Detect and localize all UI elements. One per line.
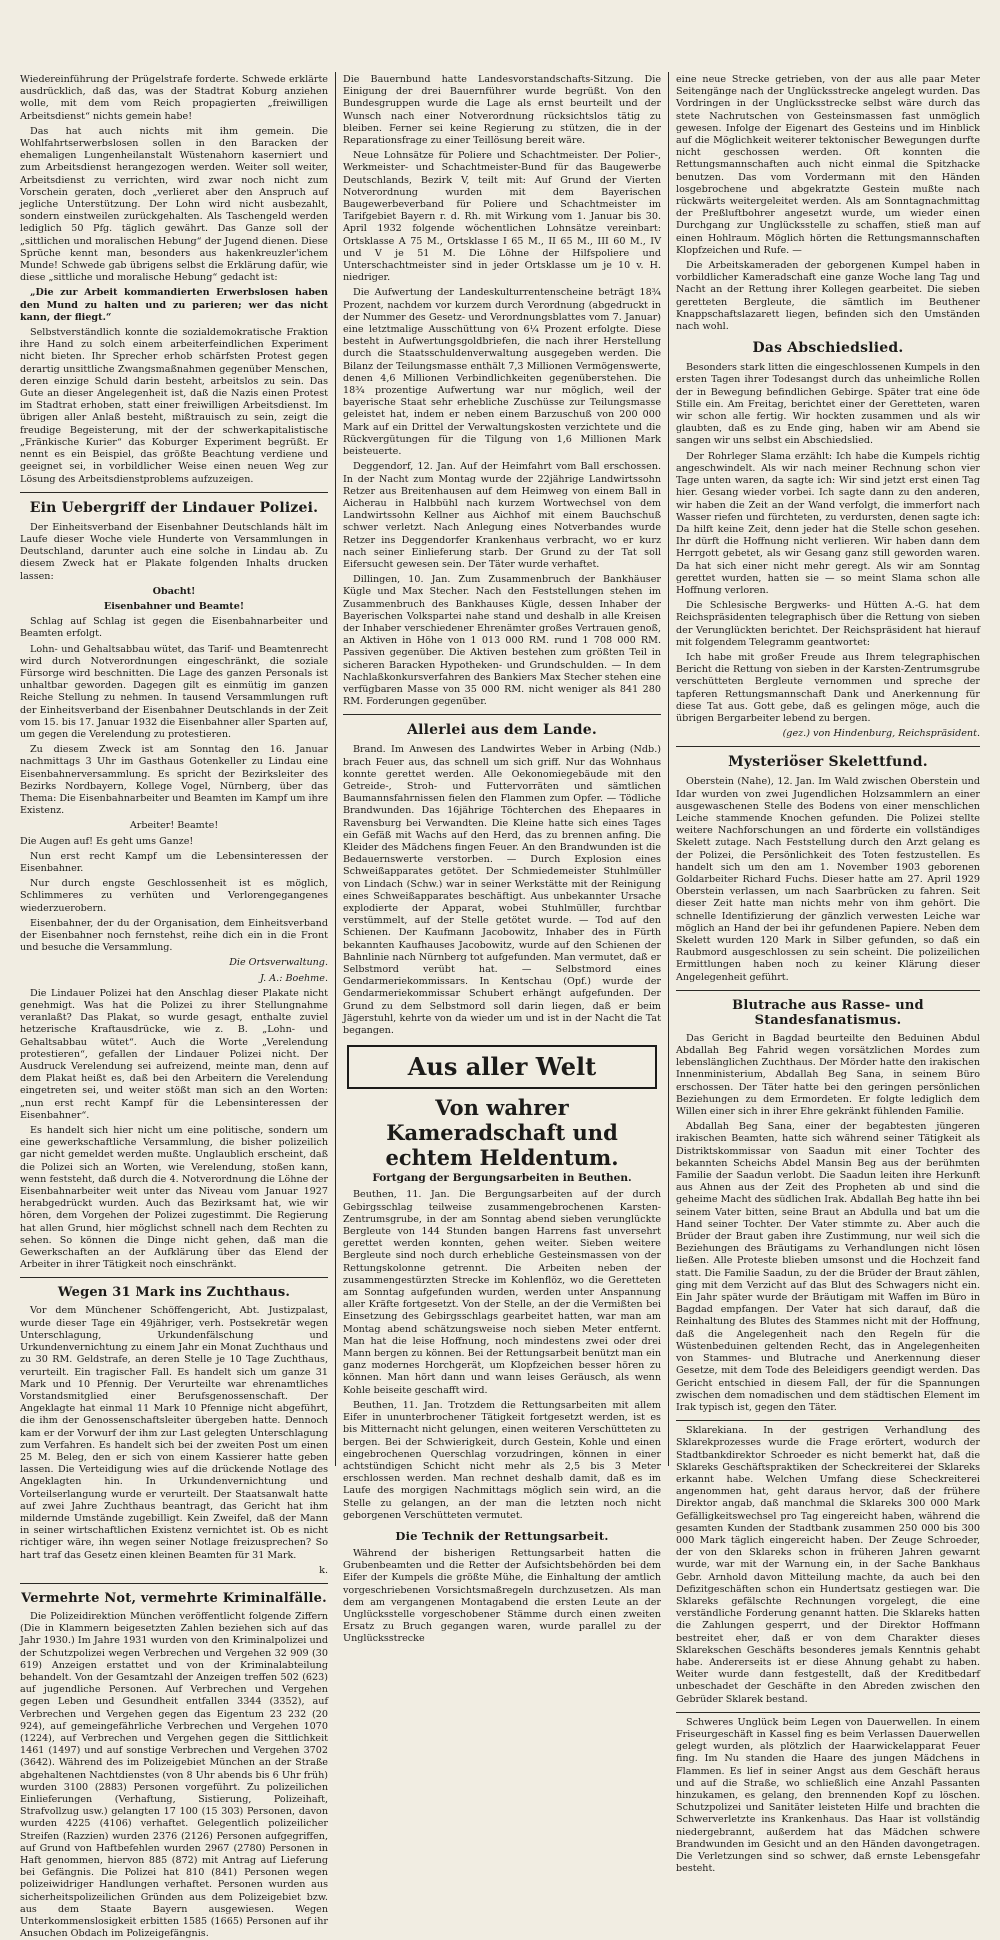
paragraph: Deggendorf, 12. Jan. Auf der Heimfahrt vom Ball erschossen. In der Nacht zum Montag wurde der 22jährige Landwirtssohn Retzer aus Breitenhausen auf dem Heimweg von einem Ball in Aicherau in Halbbühl nach kurzem Wortwechsel von dem Landwirtssohn Kellner aus Aichhof mit einem Bauchschuß schwer verletzt. Nach Anlegung eines Notverbandes wurde Retzer ins Deggendorfer Krankenhaus verbracht, wo er kurz nach seiner Einlieferung starb. Der Grund zu der Tat soll Eifersucht gewesen sein. Der Täter wurde verhaftet. — [343, 461, 661, 570]
paragraph: Das Gericht in Bagdad beurteilte den Beduinen Abdul Abdallah Beg Fahrid wegen vorsätzlichen Mordes zum lebenslänglichen Zuchthaus. Der Mörder hatte den irakischen Innenministerium, Abdallah Beg Sana, in seinem Büro erschossen. Der Täter hatte bei den geringen persönlichen Beziehungen zu dem Ermordeten. Er folgte lediglich dem Willen einer sich in ihrer Ehre gekränkt fühlenden Familie. — [676, 1032, 980, 1118]
paragraph: Selbstverständlich konnte die sozialdemokratische Fraktion ihre Hand zu solch einem arbeiterfeindlichen Experiment nicht bieten. Ihr Sprecher erhob schärfsten Protest gegen derartig unsittliche Zwangsmaßnahmen gegenüber Menschen, deren einzige Schuld darin besteht, arbeitslos zu sein. Das Gute an dieser Angelegenheit ist, daß die Nazis einen Protest im Stadtrat erhoben, statt einer freiwilligen Arbeitsdienst. Im übrigen aller Anlaß besteht, mißtrauisch zu sein, zeigt die freudige Begeisterung, mit der der schwerkapitalistische „Fränkische Kurier“ das Koburger Experiment begrüßt. Er nennt es ein Beispiel, das größte Beachtung verdiene und geeignet sei, in vorbildlicher Weise einen neuen Weg zur Lösung des Arbeitsdienstproblems aufzuzeigen. — [20, 327, 328, 485]
paragraph: Dillingen, 10. Jan. Zum Zusammenbruch der Bankhäuser Kügle und Max Stecher. Nach den Feststellungen stehen im Zusammenbruch des Bankhauses Kügle, dessen Inhaber der Bayerischen Volkspartei nahe stand und deshalb in alle Kreisen der Inhaber verschiedener Ehrenämter großes Vertrauen genoß, an Aktiven in Höhe von 1 013 000 RM. rund 1 708 000 RM. Passiven gegenüber. Die Aktiven bestehen zum größten Teil in sicheren Baracken Hypotheken- und Grundschulden. — In dem Nachlaßkonkursverfahren des Bankiers Max Stecher stehen eine verfügbaren Masse von 35 000 RM. nicht weniger als 841 280 RM. Forderungen gegenüber. — [343, 574, 661, 708]
paragraph: Schlag auf Schlag ist gegen die Eisenbahnarbeiter und Beamten erfolgt. — [20, 616, 328, 640]
paragraph: Eisenbahner, der du der Organisation, dem Einheitsverband der Eisenbahner noch fernstehst, reihe dich ein in die Front und besuche die Versammlung. — [20, 917, 328, 954]
paragraph: Während der bisherigen Rettungsarbeit hatten die Grubenbeamten und die Retter der Aufsichtsbehörden bei dem Eifer der Kumpels die größte Mühe, die Einhaltung der amtlich vorgeschriebenen Vorsichtsmaßregeln durchzusetzen. Als man dem am vergangenen Montagabend die ersten Leute an der Unglücksstelle vorgeschobener Stämme durch einen zweiten Ersatz zu Bruch gegangen waren, wurde parallel zu der Unglücksstrecke — [343, 1547, 661, 1645]
paragraph: Die Polizeidirektion München veröffentlicht folgende Ziffern (Die in Klammern beigesetzten Zahlen beziehen sich auf das Jahr 1930.) Im Jahre 1931 wurden von den Kriminalpolizei und der Schutzpolizei wegen Verbrechen und Vergehen 32 909 (30 619) Anzeigen erstattet und von der Kriminalabteilung behandelt. Von der Gesamtzahl der Anzeigen treffen 502 (623) auf jugendliche Personen. Auf Verbrechen und Vergehen gegen Leben und Gesundheit entfallen 3344 (3352), auf Verbrechen und Vergehen gegen das Eigentum 23 232 (20 924), auf gemeingefährliche Verbrechen und Vergehen 1070 (1224), auf Verbrechen und Vergehen gegen die Sittlichkeit 1461 (1497) und auf sonstige Verbrechen und Vergehen 3702 (3642). Während des im Polizeigebiet München an der Straße abgehaltenen Nachtdienstes (von 8 Uhr abends bis 6 Uhr früh) wurden 3100 (2883) Personen vorgeführt. Zu polizeilichen Einlieferungen (Verhaftung, Sistierung, Polizeihaft, Strafvollzug usw.) gelangten 17 100 (15 303) Personen, davon wurden 4225 (4106) verhaftet. Gelegentlich polizeilicher Streifen (Razzien) wurden 2376 (2126) Personen aufgegriffen, auf Grund von Haftbefehlen wurden 2967 (2780) Personen in Haft genommen, hiervon 885 (872) mit Antrag auf Lieferung bei Gefängnis. Die Polizei hat 810 (841) Personen wegen polizeiwidriger Handlungen verhaftet. Personen wurden aus sicherheitspolizeilichen Gründen aus dem Polizeigebiet bzw. aus dem Staate Bayern ausgewiesen. Wegen Unterkommenslosigkeit erbitten 1585 (1665) Personen auf ihr Ansuchen Obdach im Polizeigefängnis. — [20, 1610, 328, 1940]
paragraph: Arbeiter! Beamte! — [129, 820, 219, 832]
headline-allerlei: Allerlei aus dem Lande. — [407, 722, 597, 739]
paragraph: Oberstein (Nahe), 12. Jan. Im Wald zwischen Oberstein und Idar wurden von zwei Jugendlichen Holzsammlern an einer ausgewaschenen Stelle des Bodens von einer menschlichen Leiche stammende Knochen gefunden. Die Polizei stellte weitere Nachforschungen an und förderte ein vollständiges Skelett zutage. Nach Feststellung durch den Arzt gelang es der Polizei, die Persönlichkeit des Toten festzustellen. Es handelt sich um den am 1. November 1903 geborenen Goldarbeiter Richard Fuchs. Dieser hatte am 27. April 1929 Oberstein verlassen, um nach Saarbrücken zu fahren. Seit dieser Zeit hatte man nichts mehr von ihm gehört. Die schnelle Identifizierung der gänzlich verwesten Leiche war möglich an Hand der bei ihr gefundenen Papiere. Neben dem Skelett wurden 120 Mark in Silber gefunden, so daß ein Raubmord ausgeschlossen zu sein scheint. Die polizeilichen Ermittlungen haben noch zu keiner Klärung dieser Angelegenheit geführt. — [676, 776, 980, 983]
section-separator — [20, 1277, 328, 1278]
paragraph: „Die zur Arbeit kommandierten Erwerbslosen haben den Mund zu halten und zu parieren; wer das nicht kann, der fliegt.“ — [20, 287, 328, 323]
paragraph: Eisenbahner und Beamte! — [103, 600, 245, 612]
paragraph: Neue Lohnsätze für Poliere und Schachtmeister. Der Polier-, Werkmeister- und Schachtmeister-Bund für das Baugewerbe Deutschlands, Bezirk V, teilt mit: Auf Grund der Vierten Notverordnung wurden mit dem Bayerischen Baugewerbeverband für Poliere und Schachtmeister im Tarifgebiet Bayern r. d. Rh. mit Wirkung vom 1. Januar bis 30. April 1932 folgende wöchentlichen Lohnsätze vereinbart: Ortsklasse A 75 M., Ortsklasse I 65 M., II 65 M., III 60 M., IV und V je 51 M. Die Löhne der Hilfspoliere und Unterschachtmeister sind in jeder Ortsklasse um je 10 v. H. niedriger. — [343, 150, 661, 284]
section-separator — [20, 1583, 328, 1584]
paragraph: Beuthen, 11. Jan. Trotzdem die Rettungsarbeiten mit allem Eifer in ununterbrochener Tätigkeit fortgesetzt werden, ist es bis Mitternacht nicht gelungen, einen weiteren Verschütteten zu bergen. Bei der Schwierigkeit, durch Gestein, Kohle und einen eingebrochenen Querschlag vorzudringen, können in einer achtstündigen Schicht nicht mehr als 2,5 bis 3 Meter erschlossen werden. Man rechnet deshalb damit, daß es im Laufe des morgigen Nachmittags möglich sein wird, an die Stelle zu gelangen, an der man die letzten noch nicht geborgenen Verschütteten vermutet. — [343, 1399, 661, 1521]
headline-skelettfund: Mysteriöser Skelettfund. — [728, 754, 928, 771]
section-banner-aus-aller-welt: Aus aller Welt — [347, 1045, 657, 1089]
paragraph: Lohn- und Gehaltsabbau wütet, das Tarif- und Beamtenrecht wird durch Notverordnungen eingeschränkt, die soziale Fürsorge wird beschnitten. Die Lage des ganzen Personals ist unhaltbar geworden. Dagegen gilt es einmütig im ganzen Reiche Stellung zu nehmen. In tausend Versammlungen ruft der Einheitsverband der Eisenbahner Deutschlands in der Zeit vom 15. bis 17. Januar 1932 die Eisenbahner aller Sparten auf, um gegen die Verelendung zu protestieren. — [20, 643, 328, 740]
paragraph: Obacht! — [152, 585, 196, 597]
paragraph: Wiedereinführung der Prügelstrafe forderte. Schwede erklärte ausdrücklich, daß das, was der Stadtrat Koburg anziehen wolle, mit dem vom Reich propagierten „freiwilligen Arbeitsdienst“ nichts gemein habe! — [20, 74, 328, 122]
column-1 — [20, 74, 328, 1940]
paragraph: Zu diesem Zweck ist am Sonntag den 16. Januar nachmittags 3 Uhr im Gasthaus Gotenkeller zu Lindau eine Eisenbahnerversammlung. Es spricht der Bezirksleiter des Bezirks Nordbayern, Kollege Vogel, Nürnberg, über das Thema: Die Eisenbahnarbeiter und Beamten im Kampf um ihre Existenz. — [20, 744, 328, 817]
paragraph: Die Bauernbund hatte Landesvorstandschafts-Sitzung. Die Einigung der drei Bauernführer wurde begrüßt. Von den Bundesgruppen wurde die Lage als ernst beurteilt und der Wunsch nach einer Notverordnung rücksichtslos tätig zu bleiben. Ferner sei keine Regierung zu stützen, die in der Reparationsfrage zu einer Teillösung bereit wäre. — [343, 74, 661, 147]
headline-zuchthaus: Wegen 31 Mark ins Zuchthaus. — [57, 1285, 291, 1301]
headline-kriminalfaelle: Vermehrte Not, vermehrte Kriminalfälle. — [21, 1590, 327, 1606]
paragraph: Das hat auch nichts mit ihm gemein. Die Wohlfahrtserwerbslosen sollen in den Baracken der ehemaligen Lungenheilanstalt Wüstenahorn kaserniert und zum Arbeitsdienst herangezogen werden. Weiter soll weiter, Arbeitsdienst zu verrichten, wird zwar noch nicht zum Vorschein geraten, doch „verlieret aber den Anspruch auf jegliche Unterstützung. Der Lohn wird nicht ausbezahlt, sondern einstweilen zurückgehalten. Als Taschengeld werden lediglich 50 Pfg. täglich gewährt. Das Ganze soll der „sittlichen und moralischen Hebung“ der Jugend dienen. Diese Sprüche kennt man, besonders aus hakenkreuzler'ichem Munde! Schwede gab übrigens selbst die Erklärung dafür, wie diese „sittliche und moralische Hebung“ gedacht ist: — [20, 125, 328, 284]
paragraph: Der Rohrleger Slama erzählt: Ich habe die Kumpels richtig angeschwindelt. Als wir nach meiner Rechnung schon vier Tage unten waren, da sagte ich: Wir sind jetzt erst einen Tag hier. Gesang wieder vorbei. Ich sagte dann zu den anderen, wir haben die Zeit an der Wand verfolgt, die immerfort nach Wasser riefen und fürchteten, zu verdursten, denen sagte ich: Da hilft keine Zeit, denn jeder hat die Stelle schon gesehen. Ihr dürft die Hoffnung nicht verlieren. Wir haben dann dem Herrgott gebetet, als wir Gesang ganz still geworden waren. Da hat sich einer nicht mehr geregt. Als wir am Sonntag gerettet wurden, hatten sie — so meint Slama schon alle Hoffnung verloren. — [676, 450, 980, 596]
paragraph: Beuthen, 11. Jan. Die Bergungsarbeiten auf der durch Gebirgsschlag teilweise zusammengebrochenen Karsten-Zentrumsgrube, in der am Sonntag abend sieben verunglückte Bergleute von 144 Stunden bangen Harrens fast unversehrt gerettet werden konnten, gehen weiter. Sieben weitere Bergleute sind noch durch erhebliche Gesteinsmassen von der Rettungskolonne getrennt. Die Arbeiten neben der zusammengestürzten Strecke im Kohlenflöz, wo die Geretteten am Sonntag aufgefunden wurden, werden unter Anspannung aller Kräfte fortgesetzt. Von der Stelle, an der die Vermißten bei Einsetzung des Gebirgsschlags gearbeitet hatten, war man am Montag abend schätzungsweise noch sieben Meter entfernt. Man hat die leise Hoffnung, noch mindestens zwei oder drei Mann bergen zu können. Bei der Rettungsarbeit benützt man ein ganz modernes Horchgerät, um Klopfzeichen besser hören zu können. Man hört dann und wann leises Geräusch, als wenn Kohle beiseite geschafft wird. — [343, 1189, 661, 1396]
paragraph: Vor dem Münchener Schöffengericht, Abt. Justizpalast, wurde dieser Tage ein 49jähriger, verh. Postsekretär wegen Unterschlagung, Urkundenfälschung und Urkundenvernichtung zu einem Jahr ein Monat Zuchthaus und zu 30 RM. Geldstrafe, an deren Stelle je 10 Tage Zuchthaus, verurteilt. Ein tragischer Fall. Es handelt sich um ganze 31 Mark und 10 Pfennig. Der Verurteilte war ehrenamtliches Vorstandsmitglied einer Berufsgenossenschaft. Der Angeklagte hat einmal 11 Mark 10 Pfennige nicht abgeführt, die ihm der Genossenschaftsleiter übergeben hatte. Dennoch kam er der Vorwurf der ihm zur Last gelegten Unterschlagung zum Verfahren. Es handelt sich bei der zweiten Post um einen 25 M. Beleg, den er sich von einem Kassierer hatte geben lassen. Die Verteidigung wies auf die drückende Notlage des Angeklagten hin. In Urkundenvernichtung und Vorteilserlangung wurde er verurteilt. Der Staatsanwalt hatte auf zwei Jahre Zuchthaus beantragt, das Gericht hat ihm mildernde Umstände zugebilligt. Kein Zweifel, daß der Mann in seiner wirtschaftlichen Existenz vernichtet ist. Ob es nicht richtiger wäre, ihn wegen seiner Notlage freizusprechen? So hart traf das Gesetz einen kleinen Beamten für 31 Mark. — [20, 1305, 328, 1561]
column-2 — [343, 74, 661, 1645]
paragraph: Die Lindauer Polizei hat den Anschlag dieser Plakate nicht genehmigt. Was hat die Polizei zu ihrer Stellungnahme veranlaßt? Das Plakat, so wurde gesagt, enthalte zuviel hetzerische Kraftausdrücke, wie z. B. „Lohn- und Gehaltsabbau wütet“. Auch die Worte „Verelendung protestieren“, gefallen der Lindauer Polizei nicht. Der Ausdruck Verelendung sei aufreizend, meinte man, denn auf dem Plakat heißt es, daß bei den Arbeitern die Verelendung eingetreten sei, und weiter stößt man sich an den Worten: „nun erst recht Kampf für die Lebensinteressen der Eisenbahner“. — [20, 987, 328, 1121]
paragraph: Die Augen auf! Es geht ums Ganze! — [20, 835, 194, 847]
paragraph: eine neue Strecke getrieben, von der aus alle paar Meter Seitengänge nach der Unglücksstrecke angelegt wurden. Das Vordringen in der Unglücksstrecke selbst wäre durch das stete Nachrutschen von Gesteinsmassen fast unmöglich gewesen. Infolge der Eigenart des Gesteins und im Hinblick auf die Möglichkeit weiterer tektonischer Bewegungen durfte nicht geschossen werden. Oft konnten die Rettungsmannschaften auch nicht einmal die Spitzhacke benutzen. Das vom Vordermann mit den Händen losgebrochene und abgekratzte Gestein mußte nach rückwärts weitergeleitet werden. Als am Sonntagnachmittag der Preßluftbohrer angesetzt wurde, um wieder einen Durchgang zur Unglücksstelle zu schaffen, stieß man auf einen Hohlraum. Möglich hörten die Rettungsmannschaften Klopfzeichen und Rufe. — — [676, 74, 980, 256]
headline-blutrache: Blutrache aus Rasse- und Standesfanatismus. — [732, 997, 924, 1028]
paragraph: Sklarekiana. In der gestrigen Verhandlung des Sklarekprozesses wurde die Frage erörtert, wodurch der Stadtbankdirektor Schroeder es nicht bemerkt hat, daß die Sklareks Geschäftspraktiken der Scheckreiterei der Sklareks erkannt habe. Welchen Umfang diese Scheckreiterei angenommen hat, geht daraus hervor, daß der frühere Direktor angab, daß manchmal die Sklareks 300 000 Mark Gefälligkeitswechsel pro Tag eingereicht haben, während die gesamten Kunden der Stadtbank zusammen 250 000 bis 300 000 Mark täglich eingereicht haben. Der Zeuge Schroeder, der von den Sklareks schon in früheren Jahren gewarnt wurde, war mit der Warnung ein, in der Sache Bankhaus Gebr. Arnhold davon Mitteilung machte, da auch bei den Defizitgeschäften schon ein Hundertsatz gestiegen war. Die Sklareks gefälschte Rechnungen vorgelegt, die eine verständliche Forderung genannt hatten. Die Sklareks hatten die Zahlungen gesperrt, und der Direktor Hoffmann bestreitet eher, daß er von dem Charakter dieses Sklarekschen Geschäfts besonderes jemals Kenntnis gehabt habe. Andererseits ist er diese Ahnung gehabt zu haben. Weiter wurde dann festgestellt, daß der Kreditbedarf unbeschadet der Geschäfte in den Abreden zwischen den Gebrüder Sklarek bestand. — [676, 1425, 980, 1705]
paragraph: Brand. Im Anwesen des Landwirtes Weber in Arbing (Ndb.) brach Feuer aus, das schnell um sich griff. Nur das Wohnhaus konnte gerettet werden. Alle Oekonomiegebäude mit den Getreide-, Stroh- und Futtervorräten und sämtlichen Baumannsfahrnissen fielen den Flammen zum Opfer. — Tödliche Brandwunden. Das 16jährige Töchterchen des Ehepaares in Ravensburg bei Verwandten. Die Kleine hatte sich eines Tages ein Gefäß mit Wachs auf den Herd, das zu brennen anfing. Die Kleider des Mädchens fingen Feuer. An den Brandwunden ist die Bedauernswerte verstorben. — Durch Explosion eines Schweißapparates getötet. Der Schmiedemeister Stuhlmüller von Lindach (Schw.) war in seiner Werkstätte mit der Reinigung eines Schweißapparates beschäftigt. Aus unbekannter Ursache explodierte der Apparat, wobei Stuhlmüller, furchtbar verstümmelt, auf der Stelle getötet wurde. — Tod auf den Schienen. Der Kaufmann Jacobowitz, Inhaber des in Fürth bekannten Kaufhauses Jacobowitz, wurde auf den Schienen der Bahnlinie nach Nürnberg tot aufgefunden. Man vermutet, daß er Selbstmord verübt hat. — Selbstmord eines Gendarmeriekommissars. In Kentschau (Opf.) wurde der Gendarmeriekommissar Schubert erhängt aufgefunden. Der Grund zu dem Selbstmord soll darin liegen, daß er beim Jägerstuhl, kehrte von da wieder um und ist in der Nacht die Tat begangen. — [343, 744, 661, 1037]
column-3 — [676, 74, 980, 1875]
paragraph: Nun erst recht Kampf um die Lebensinteressen der Eisenbahner. — [20, 850, 328, 874]
section-separator — [676, 746, 980, 747]
section-separator — [676, 1712, 980, 1713]
section-separator — [676, 990, 980, 991]
paragraph: Die Schlesische Bergwerks- und Hütten A.-G. hat dem Reichspräsidenten telegraphisch über die Rettung von sieben der Verunglückten berichtet. Der Reichspräsident hat hierauf mit folgendem Telegramm geantwortet: — [676, 600, 980, 648]
paragraph: Die Arbeitskameraden der geborgenen Kumpel haben in vorbildlicher Kameradschaft eine ganze Woche lang Tag und Nacht an der Rettung ihrer Kollegen gearbeitet. Die sieben geretteten Bergleute, die sämtlich im Beuthener Knappschaftslazarett liegen, befinden sich den Umständen nach wohl. — [676, 260, 980, 333]
signature: Die Ortsverwaltung. — [229, 957, 328, 969]
headline-abschiedslied: Das Abschiedslied. — [752, 340, 904, 357]
signature: (gez.) von Hindenburg, Reichspräsident. — [782, 728, 980, 740]
subheadline-bergungsarbeiten: Fortgang der Bergungsarbeiten in Beuthen. — [372, 1172, 632, 1185]
column-rule-left — [335, 72, 336, 1466]
paragraph: Es handelt sich hier nicht um eine politische, sondern um eine gewerkschaftliche Versammlung, die bisher polizeilich gar nicht gemeldet werden mußte. Unglaublich erscheint, daß die Polizei sich an Worten, wie Verelendung, stoßen kann, wenn feststeht, daß durch die 4. Notverordnung die Löhne der Eisenbahnarbeiter weit unter das Niveau vom Januar 1927 herabgedrückt wurden. Auch das Bezirksamt hat, wie wir hören, dem Vorgehen der Polizei zugestimmt. Die Regierung hat allen Grund, hier möglichst schnell nach dem Rechten zu sehen. So können die Dinge nicht gehen, daß man die Gewerkschaften an der Aufklärung über das Elend der Arbeiter in ihrer Tätigkeit noch einschränkt. — [20, 1125, 328, 1271]
paragraph: Ich habe mit großer Freude aus Ihrem telegraphischen Bericht die Rettung von sieben in der Karsten-Zentrumsgrube verschütteten Bergleute vernommen und spreche der tapferen Rettungsmannschaft Dank und Anerkennung für diese Tat aus. Gott gebe, daß es gelingen möge, auch die übrigen Bergarbeiter lebend zu bergen. — [676, 651, 980, 724]
paragraph: Besonders stark litten die eingeschlossenen Kumpels in den ersten Tagen ihrer Todesangst durch das unheimliche Rollen der in Bewegung befindlichen Gebirge. Später trat eine öde Stille ein. Am Freitag, berichtet einer der Geretteten, waren wir schon alle fertig. Wir hockten zusammen und als wir glaubten, daß es zu Ende ging, haben wir am Abend sie sangen wir uns selbst ein Abschiedslied. — [676, 362, 980, 447]
section-separator — [343, 714, 661, 715]
signature: k. — [319, 1564, 328, 1576]
column-rule-right — [668, 72, 669, 1466]
paragraph: Der Einheitsverband der Eisenbahner Deutschlands hält im Laufe dieser Woche viele Hunderte von Versammlungen in Deutschland, darunter auch eine solche in Lindau ab. Zu diesem Zweck hat er Plakate folgenden Inhalts drucken lassen: — [20, 521, 328, 582]
headline-kameradschaft: Von wahrer Kameradschaft und echtem Heldentum. — [385, 1095, 619, 1171]
section-separator — [676, 1420, 980, 1421]
signature: J. A.: Boehme. — [260, 972, 328, 984]
headline-technik: Die Technik der Rettungsarbeit. — [395, 1528, 609, 1543]
paragraph: Abdallah Beg Sana, einer der begabtesten jüngeren irakischen Beamten, hatte sich während seiner Tätigkeit als Distriktskommissar von Saadun mit einer Tochter des bekannten Scheichs Abdel Mansin Beg aus der berühmten Familie der Saadun verlobt. Die Saadun leiten ihre Herkunft aus Ahnen aus der Zeit des Propheten ab und sind die geheime Macht des südlichen Irak. Abdallah Beg hatte ihn bei seinem Vater bitten, seine Braut an Abdulla und bat um die Hand seiner Tochter. Der Vater stimmte zu. Aber auch die Brüder der Braut gaben ihre Zustimmung, nur weil sich die Beziehungen des Bräutigams zu Verhandlungen nicht lösen ließen. Alle Proteste blieben umsonst und die Hochzeit fand statt. Die Familie Saadun, zu der die Brüder der Braut zählen, ging mit dem Verzicht auf das Blut des Schwagers nicht ein. Ein Jahr später wurde der Bräutigam mit Waffen im Büro in Bagdad empfangen. Der Vater hat sich darauf, daß die Reinhaltung des Blutes des Stammes nicht mit der Hoffnung, daß die Angelegenheit nach den Regeln für die Wüstenbeduinen geltenden Recht, das in Angelegenheiten von Stammes- und Blutrache und Anerkennung dieser Gesetze, mit dem Tode des Beleidigers geendigt werden. Das Gericht entschied in diesem Fall, der für die Spannungen zwischen dem nomadischen und dem städtischen Element im Irak typisch ist, gegen den Täter. — [676, 1121, 980, 1413]
headline-lindau: Ein Uebergriff der Lindauer Polizei. — [29, 499, 319, 516]
section-separator — [20, 492, 328, 493]
paragraph: Die Aufwertung der Landeskulturrentenscheine beträgt 18¾ Prozent, nachdem vor kurzem durch Verordnung (abgedruckt in der Nummer des Gesetz- und Verordnungsblattes vom 7. Januar) eine letztmalige Ausschüttung von 6¼ Prozent erfolgte. Diese besteht in Aufwertungsgoldbriefen, die nach ihrer Herstellung durch die Staatsschuldenverwaltung ausgegeben werden. Die Bilanz der Teilungsmasse enthält 7,3 Millionen Vermögenswerte, denen 4,6 Millionen Verbindlichkeiten gegenüberstehen. Die 18¾ prozentige Aufwertung war nur möglich, weil der bayerische Staat sehr erhebliche Zuschüsse zur Teilungsmasse geleistet hat, indem er neben einem Barzuschuß von 200 000 Mark auf ein Drittel der Verwaltungskosten verzichtete und die Rückvergütungen für die Tilgung von 1,6 Millionen Mark beisteuerte. — [343, 287, 661, 458]
paragraph: Schweres Unglück beim Legen von Dauerwellen. In einem Friseurgeschäft in Kassel fing es beim Verlassen Dauerwellen gelegt wurden, als plötzlich der Haarwickelapparat Feuer fing. Im Nu standen die Haare des jungen Mädchens in Flammen. Es lief in seiner Angst aus dem Geschäft heraus und auf die Straße, wo schließlich eine Anzahl Passanten hinzukamen, es gelang, den brennenden Kopf zu löschen. Schutzpolizei und Sanitäter leisteten Hilfe und brachten die Schwerverletzte ins Krankenhaus. Das Haar ist vollständig niedergebrannt, außerdem hat das Mädchen schwere Brandwunden im Gesicht und an den Händen davongetragen. Die Verletzungen sind so schwer, daß ernste Lebensgefahr besteht. — [676, 1716, 980, 1875]
paragraph: Nur durch engste Geschlossenheit ist es möglich, Schlimmeres zu verhüten und Verlorengegangenes wiederzuerobern. — [20, 878, 328, 914]
